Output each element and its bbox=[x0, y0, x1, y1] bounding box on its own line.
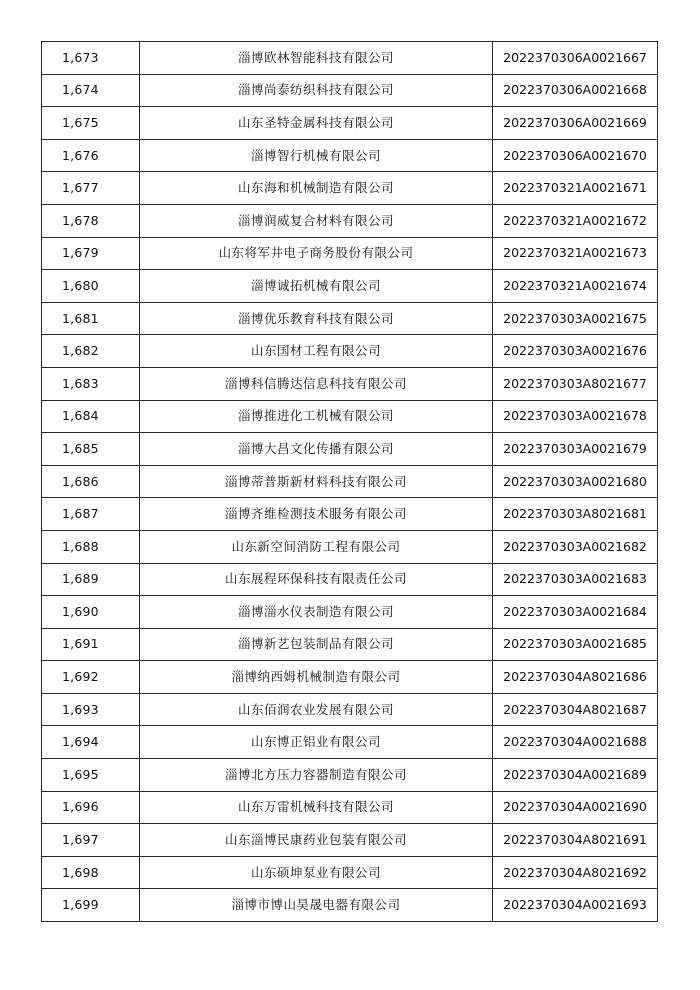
row-index-cell: 1,692 bbox=[42, 661, 140, 694]
registration-code-cell: 2022370304A0021689 bbox=[493, 759, 658, 792]
row-index-cell: 1,698 bbox=[42, 856, 140, 889]
company-name-cell: 淄博淄水仪表制造有限公司 bbox=[140, 596, 493, 629]
registration-code-cell: 2022370321A0021673 bbox=[493, 237, 658, 270]
company-name-cell: 淄博大昌文化传播有限公司 bbox=[140, 433, 493, 466]
company-name-cell: 淄博优乐教育科技有限公司 bbox=[140, 302, 493, 335]
row-index-cell: 1,695 bbox=[42, 759, 140, 792]
table-row bbox=[42, 237, 658, 270]
table-row bbox=[42, 530, 658, 563]
company-name-cell: 淄博北方压力容器制造有限公司 bbox=[140, 759, 493, 792]
registration-code-cell: 2022370303A0021682 bbox=[493, 530, 658, 563]
company-name-cell: 山东新空间消防工程有限公司 bbox=[140, 530, 493, 563]
registration-code-cell: 2022370303A8021681 bbox=[493, 498, 658, 531]
row-index-cell: 1,675 bbox=[42, 107, 140, 140]
row-index-cell: 1,680 bbox=[42, 270, 140, 303]
row-index-cell: 1,685 bbox=[42, 433, 140, 466]
registration-code-cell: 2022370306A0021668 bbox=[493, 74, 658, 107]
company-name-cell: 淄博润威复合材料有限公司 bbox=[140, 204, 493, 237]
company-name-cell: 淄博科信腾达信息科技有限公司 bbox=[140, 367, 493, 400]
registration-code-cell: 2022370321A0021671 bbox=[493, 172, 658, 205]
table-row bbox=[42, 759, 658, 792]
company-name-cell: 山东将军井电子商务股份有限公司 bbox=[140, 237, 493, 270]
row-index-cell: 1,676 bbox=[42, 139, 140, 172]
company-name-cell: 山东圣特金属科技有限公司 bbox=[140, 107, 493, 140]
table-row bbox=[42, 856, 658, 889]
company-name-cell: 淄博欧林智能科技有限公司 bbox=[140, 42, 493, 75]
row-index-cell: 1,694 bbox=[42, 726, 140, 759]
table-body bbox=[42, 42, 658, 922]
company-name-cell: 淄博齐维检测技术服务有限公司 bbox=[140, 498, 493, 531]
company-name-cell: 淄博市博山昊晟电器有限公司 bbox=[140, 889, 493, 922]
table-row bbox=[42, 498, 658, 531]
registration-code-cell: 2022370304A0021688 bbox=[493, 726, 658, 759]
row-index-cell: 1,678 bbox=[42, 204, 140, 237]
company-name-cell: 山东展程环保科技有限责任公司 bbox=[140, 563, 493, 596]
company-name-cell: 淄博智行机械有限公司 bbox=[140, 139, 493, 172]
registration-code-cell: 2022370304A8021686 bbox=[493, 661, 658, 694]
company-name-cell: 淄博尚泰纺织科技有限公司 bbox=[140, 74, 493, 107]
company-name-cell: 山东淄博民康药业包装有限公司 bbox=[140, 824, 493, 857]
company-name-cell: 山东硕坤泵业有限公司 bbox=[140, 856, 493, 889]
table-row bbox=[42, 465, 658, 498]
table-row bbox=[42, 693, 658, 726]
company-name-cell: 淄博新艺包装制品有限公司 bbox=[140, 628, 493, 661]
row-index-cell: 1,683 bbox=[42, 367, 140, 400]
table-row bbox=[42, 270, 658, 303]
row-index-cell: 1,682 bbox=[42, 335, 140, 368]
company-name-cell: 山东国材工程有限公司 bbox=[140, 335, 493, 368]
row-index-cell: 1,691 bbox=[42, 628, 140, 661]
table-row bbox=[42, 204, 658, 237]
company-name-cell: 山东万雷机械科技有限公司 bbox=[140, 791, 493, 824]
registration-code-cell: 2022370306A0021669 bbox=[493, 107, 658, 140]
registration-code-cell: 2022370303A0021685 bbox=[493, 628, 658, 661]
registration-code-cell: 2022370304A8021692 bbox=[493, 856, 658, 889]
company-name-cell: 淄博纳西姆机械制造有限公司 bbox=[140, 661, 493, 694]
registration-code-cell: 2022370304A8021691 bbox=[493, 824, 658, 857]
registration-code-cell: 2022370303A0021676 bbox=[493, 335, 658, 368]
registration-code-cell: 2022370303A8021677 bbox=[493, 367, 658, 400]
registration-code-cell: 2022370306A0021667 bbox=[493, 42, 658, 75]
row-index-cell: 1,674 bbox=[42, 74, 140, 107]
company-name-cell: 淄博诚拓机械有限公司 bbox=[140, 270, 493, 303]
table-row bbox=[42, 400, 658, 433]
table-row bbox=[42, 74, 658, 107]
table-row bbox=[42, 42, 658, 75]
table-row bbox=[42, 661, 658, 694]
row-index-cell: 1,687 bbox=[42, 498, 140, 531]
registration-code-cell: 2022370303A0021678 bbox=[493, 400, 658, 433]
registration-code-cell: 2022370321A0021672 bbox=[493, 204, 658, 237]
row-index-cell: 1,688 bbox=[42, 530, 140, 563]
table-row bbox=[42, 139, 658, 172]
row-index-cell: 1,673 bbox=[42, 42, 140, 75]
table-row bbox=[42, 726, 658, 759]
row-index-cell: 1,677 bbox=[42, 172, 140, 205]
company-name-cell: 山东佰润农业发展有限公司 bbox=[140, 693, 493, 726]
row-index-cell: 1,684 bbox=[42, 400, 140, 433]
row-index-cell: 1,679 bbox=[42, 237, 140, 270]
table-row bbox=[42, 433, 658, 466]
row-index-cell: 1,696 bbox=[42, 791, 140, 824]
table-row bbox=[42, 335, 658, 368]
table-row bbox=[42, 628, 658, 661]
company-name-cell: 山东博正铝业有限公司 bbox=[140, 726, 493, 759]
row-index-cell: 1,693 bbox=[42, 693, 140, 726]
registration-code-cell: 2022370304A0021690 bbox=[493, 791, 658, 824]
registration-code-cell: 2022370304A0021693 bbox=[493, 889, 658, 922]
row-index-cell: 1,686 bbox=[42, 465, 140, 498]
registration-code-cell: 2022370303A0021675 bbox=[493, 302, 658, 335]
table-row bbox=[42, 367, 658, 400]
company-name-cell: 淄博推进化工机械有限公司 bbox=[140, 400, 493, 433]
registration-code-cell: 2022370303A0021680 bbox=[493, 465, 658, 498]
registration-code-cell: 2022370321A0021674 bbox=[493, 270, 658, 303]
table-row bbox=[42, 563, 658, 596]
row-index-cell: 1,690 bbox=[42, 596, 140, 629]
table-row bbox=[42, 596, 658, 629]
table-row bbox=[42, 889, 658, 922]
row-index-cell: 1,699 bbox=[42, 889, 140, 922]
row-index-cell: 1,697 bbox=[42, 824, 140, 857]
company-name-cell: 淄博蒂普斯新材料科技有限公司 bbox=[140, 465, 493, 498]
table-row bbox=[42, 824, 658, 857]
row-index-cell: 1,681 bbox=[42, 302, 140, 335]
row-index-cell: 1,689 bbox=[42, 563, 140, 596]
registration-code-cell: 2022370306A0021670 bbox=[493, 139, 658, 172]
table-row bbox=[42, 172, 658, 205]
table-row bbox=[42, 107, 658, 140]
registration-code-cell: 2022370303A0021683 bbox=[493, 563, 658, 596]
registration-code-cell: 2022370304A8021687 bbox=[493, 693, 658, 726]
company-registry-table bbox=[41, 41, 658, 922]
company-name-cell: 山东海和机械制造有限公司 bbox=[140, 172, 493, 205]
table-row bbox=[42, 302, 658, 335]
table-row bbox=[42, 791, 658, 824]
registration-code-cell: 2022370303A0021684 bbox=[493, 596, 658, 629]
registration-code-cell: 2022370303A0021679 bbox=[493, 433, 658, 466]
